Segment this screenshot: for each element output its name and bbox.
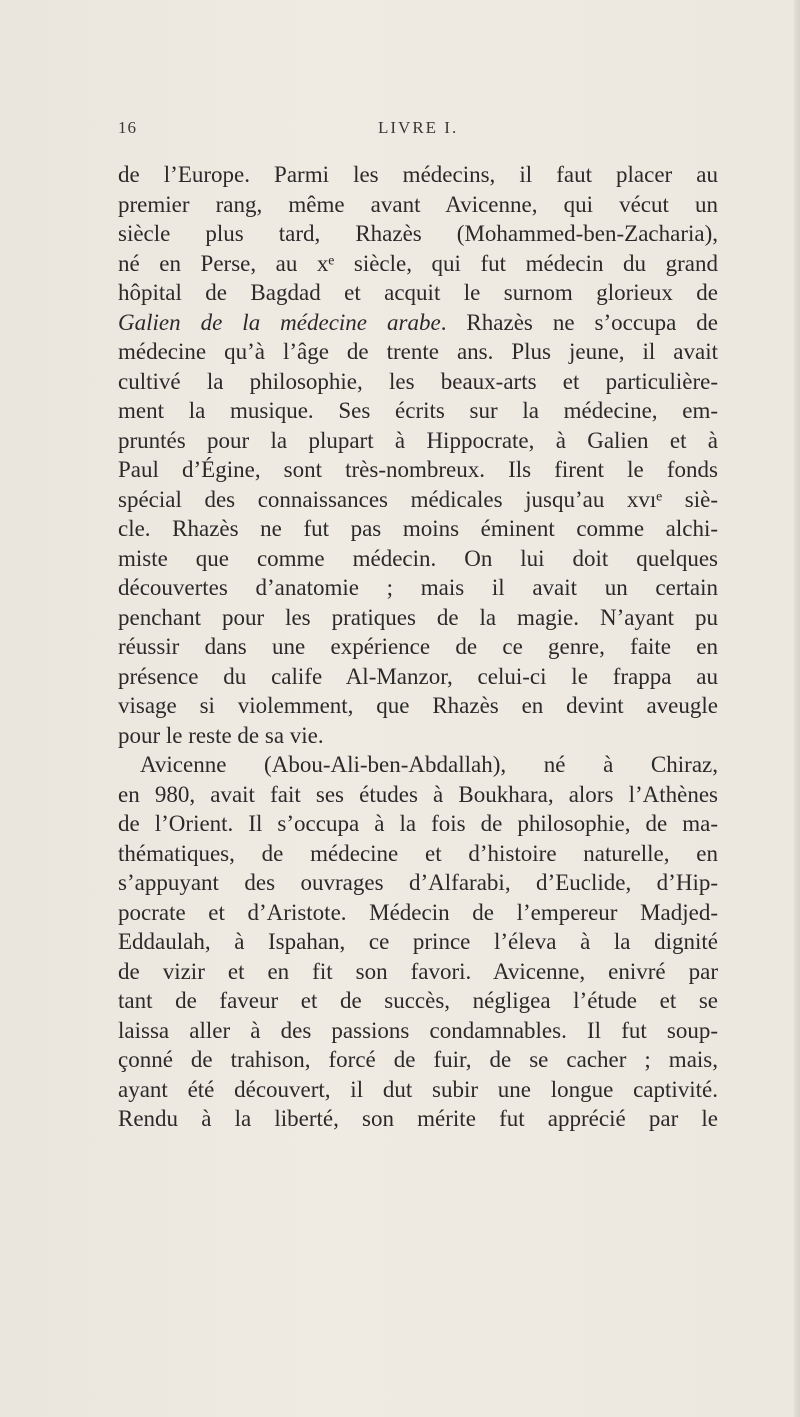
text-line: Galien de la médecine arabe. Rhazès ne s’occupa de	[118, 309, 718, 335]
text-line: médecine qu’à l’âge de trente ans. Plus jeune, il avait	[118, 339, 718, 364]
text-line: né en Perse, au xᵉ siècle, qui fut médecin du grand	[118, 250, 718, 276]
text-line: visage si violemment, que Rhazès en devint aveugle	[118, 693, 718, 718]
text-line: siècle plus tard, Rhazès (Mohammed-ben-Zacharia),	[118, 221, 718, 246]
running-title: LIVRE I.	[378, 118, 459, 137]
text-line: cultivé la philosophie, les beaux-arts et particulière-	[118, 368, 718, 394]
paragraph-start-line: Avicenne (Abou-Ali-ben-Abdallah), né à Chiraz,	[140, 752, 718, 777]
text-line: pocrate et d’Aristote. Médecin de l’empereur Madjed-	[118, 899, 718, 925]
text-line: thématiques, de médecine et d’histoire naturelle, en	[118, 840, 718, 866]
text-line: tant de faveur et de succès, négligea l’étude et se	[118, 988, 718, 1013]
text-line: Paul d’Égine, sont très-nombreux. Ils firent le fonds	[118, 457, 718, 482]
text-line: premier rang, même avant Avicenne, qui vécut un	[118, 191, 718, 217]
text-line: réussir dans une expérience de ce genre, faite en	[118, 634, 718, 659]
page-edge	[794, 0, 800, 1417]
text-line: pour le reste de sa vie.	[118, 722, 324, 748]
text-line: découvertes d’anatomie ; mais il avait un certain	[118, 575, 718, 600]
text-line: ment la musique. Ses écrits sur la médecine, em-	[118, 398, 718, 423]
text-line: Rendu à la liberté, son mérite fut apprécié par le	[118, 1106, 718, 1131]
text-line: de l’Orient. Il s’occupa à la fois de philosophie, de ma-	[118, 811, 718, 836]
text-line: présence du calife Al-Manzor, celui-ci le frappa au	[118, 663, 718, 689]
text-line: Eddaulah, à Ispahan, ce prince l’éleva à la dignité	[118, 929, 718, 954]
text-line: çonné de trahison, forcé de fuir, de se cacher ; mais,	[118, 1047, 718, 1072]
italic-title: Galien de la médecine arabe	[118, 309, 441, 335]
text-line: de vizir et en fit son favori. Avicenne, enivré par	[118, 958, 718, 984]
text-line: penchant pour les pratiques de la magie. N’ayant pu	[118, 604, 718, 630]
text-line: s’appuyant des ouvrages d’Alfarabi, d’Euclide, d’Hip-	[118, 870, 718, 895]
page-header	[118, 118, 718, 140]
text-line: laissa aller à des passions condamnables. Il fut soup-	[118, 1017, 718, 1043]
page-number: 16	[118, 118, 137, 137]
text-line: hôpital de Bagdad et acquit le surnom glorieux de	[118, 280, 718, 305]
text-line: de l’Europe. Parmi les médecins, il faut placer au	[118, 162, 718, 187]
text-line: spécial des connaissances médicales jusqu’au xvıᵉ siè-	[118, 486, 718, 512]
body-text	[118, 160, 718, 1134]
text-line: en 980, avait fait ses études à Boukhara, alors l’Athènes	[118, 781, 718, 807]
text-line: pruntés pour la plupart à Hippocrate, à Galien et à	[118, 427, 718, 453]
text-line: ayant été découvert, il dut subir une longue captivité.	[118, 1076, 718, 1102]
text-line: miste que comme médecin. On lui doit quelques	[118, 545, 718, 571]
text-line: cle. Rhazès ne fut pas moins éminent comme alchi-	[118, 516, 718, 541]
